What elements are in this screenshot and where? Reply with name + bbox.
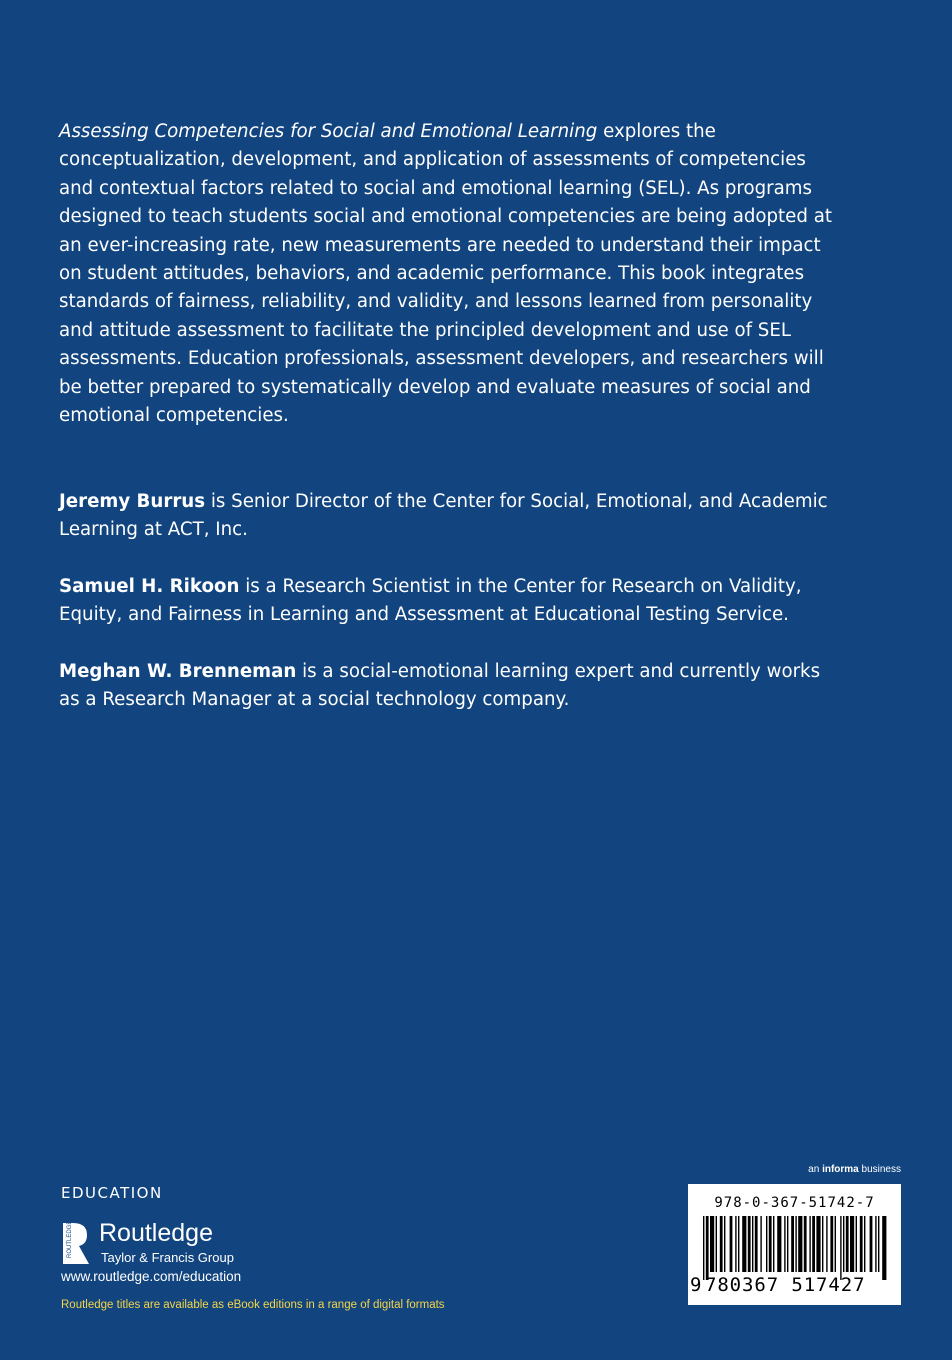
barcode-bar [804,1216,807,1272]
book-description [59,118,839,430]
barcode-bar [769,1216,772,1272]
barcode-bar [864,1216,865,1272]
author-bio-burrus [59,488,839,545]
author-bio-brenneman [59,658,839,715]
author-name: Samuel H. Rikoon [59,576,240,597]
ean-first-digit: 9 [690,1274,702,1296]
barcode-bar [856,1216,857,1272]
barcode-bar [787,1216,788,1272]
barcode-bar [748,1216,751,1272]
barcode-bar [850,1216,854,1272]
author-bio-text: is a social-emotional learning expert and currently works as a Research Manager at a social technology company. [59,661,821,711]
subject-category: EDUCATION [61,1184,163,1202]
ebook-note: Routledge titles are available as eBook editions in a range of digital formats [61,1299,445,1311]
barcode-bar [791,1216,794,1272]
author-bio-rikoon [59,573,839,630]
barcode-bar [843,1216,844,1272]
barcode-bar [703,1216,704,1280]
barcode-bar [835,1216,836,1272]
book-title-italic: Assessing Competencies for Social and Emotional Learning [59,121,598,142]
publisher-url[interactable]: www.routledge.com/education [61,1269,242,1284]
barcode-bar [716,1216,717,1272]
logo-mark-text: ROUTLEDGE [67,1221,73,1258]
informa-prefix: an [808,1164,823,1175]
barcode-bar [720,1216,723,1272]
barcode-bar [882,1216,886,1280]
author-bio-text: is Senior Director of the Center for Social, Emotional, and Academic Learning at ACT, Inc. [59,491,828,541]
book-description-text: explores the conceptualization, development, and application of assessments of competencies and contextual factors related to social and emotional learning (SEL). As programs designed to teach students social and emotional competencies are being adopted at an ever-increasing rate, new measurements are needed to understand their impact on student attitudes, behaviors, and academic performance. This book integrates standards of fairness, reliability, and validity, and lessons learned from personality and attitude assessment to facilitate the principled development and use of SEL assessments. Education professionals, assessment developers, and researchers will be better prepared to systematically develop and evaluate measures of social and emotional competencies. [59,121,832,427]
barcode-bar [826,1216,827,1272]
barcode-bars [703,1216,887,1280]
barcode-bar [706,1216,709,1280]
ean-remaining-digits: 780367 517427 [705,1274,866,1296]
isbn-barcode [688,1184,901,1305]
barcode-bar [738,1216,739,1272]
barcode-bar [822,1216,823,1272]
barcode-bar [773,1216,774,1272]
barcode-bar [784,1216,785,1272]
barcode-bar [816,1216,820,1272]
author-name: Meghan W. Brenneman [59,661,297,682]
barcode-bar [766,1216,767,1272]
barcode-bar [742,1216,746,1272]
isbn-number: 978-0-367-51742-7 [714,1195,875,1211]
barcode-bar [878,1216,879,1272]
barcode-bar [830,1216,833,1272]
author-bio-text: is a Research Scientist in the Center for Research on Validity, Equity, and Fairness in Learning and Assessment at Educational Testing Service. [59,576,802,626]
author-name: Jeremy Burrus [59,491,206,512]
barcode-bar [760,1216,761,1272]
barcode-bar [870,1216,873,1272]
publisher-group: Taylor & Francis Group [101,1250,234,1265]
barcode-bar [710,1216,714,1272]
barcode-bar [752,1216,753,1272]
barcode-bar [777,1216,781,1272]
barcode-bar [809,1216,810,1272]
informa-suffix: business [858,1164,901,1175]
barcode-bar [860,1216,863,1272]
barcode-bar [724,1216,725,1272]
publisher-name: Routledge [99,1219,213,1247]
barcode-bar [840,1216,841,1280]
informa-brand: informa [822,1164,859,1175]
barcode-bar [755,1216,758,1272]
barcode-bar [846,1216,849,1272]
informa-business-tagline [808,1164,901,1175]
barcode-bar [735,1216,736,1272]
barcode-bar [875,1216,876,1272]
barcode-bar [730,1216,733,1272]
barcode-bar [812,1216,815,1272]
barcode-bar [795,1216,796,1272]
barcode-bar [798,1216,802,1272]
routledge-logo-mark-icon [61,1221,91,1266]
